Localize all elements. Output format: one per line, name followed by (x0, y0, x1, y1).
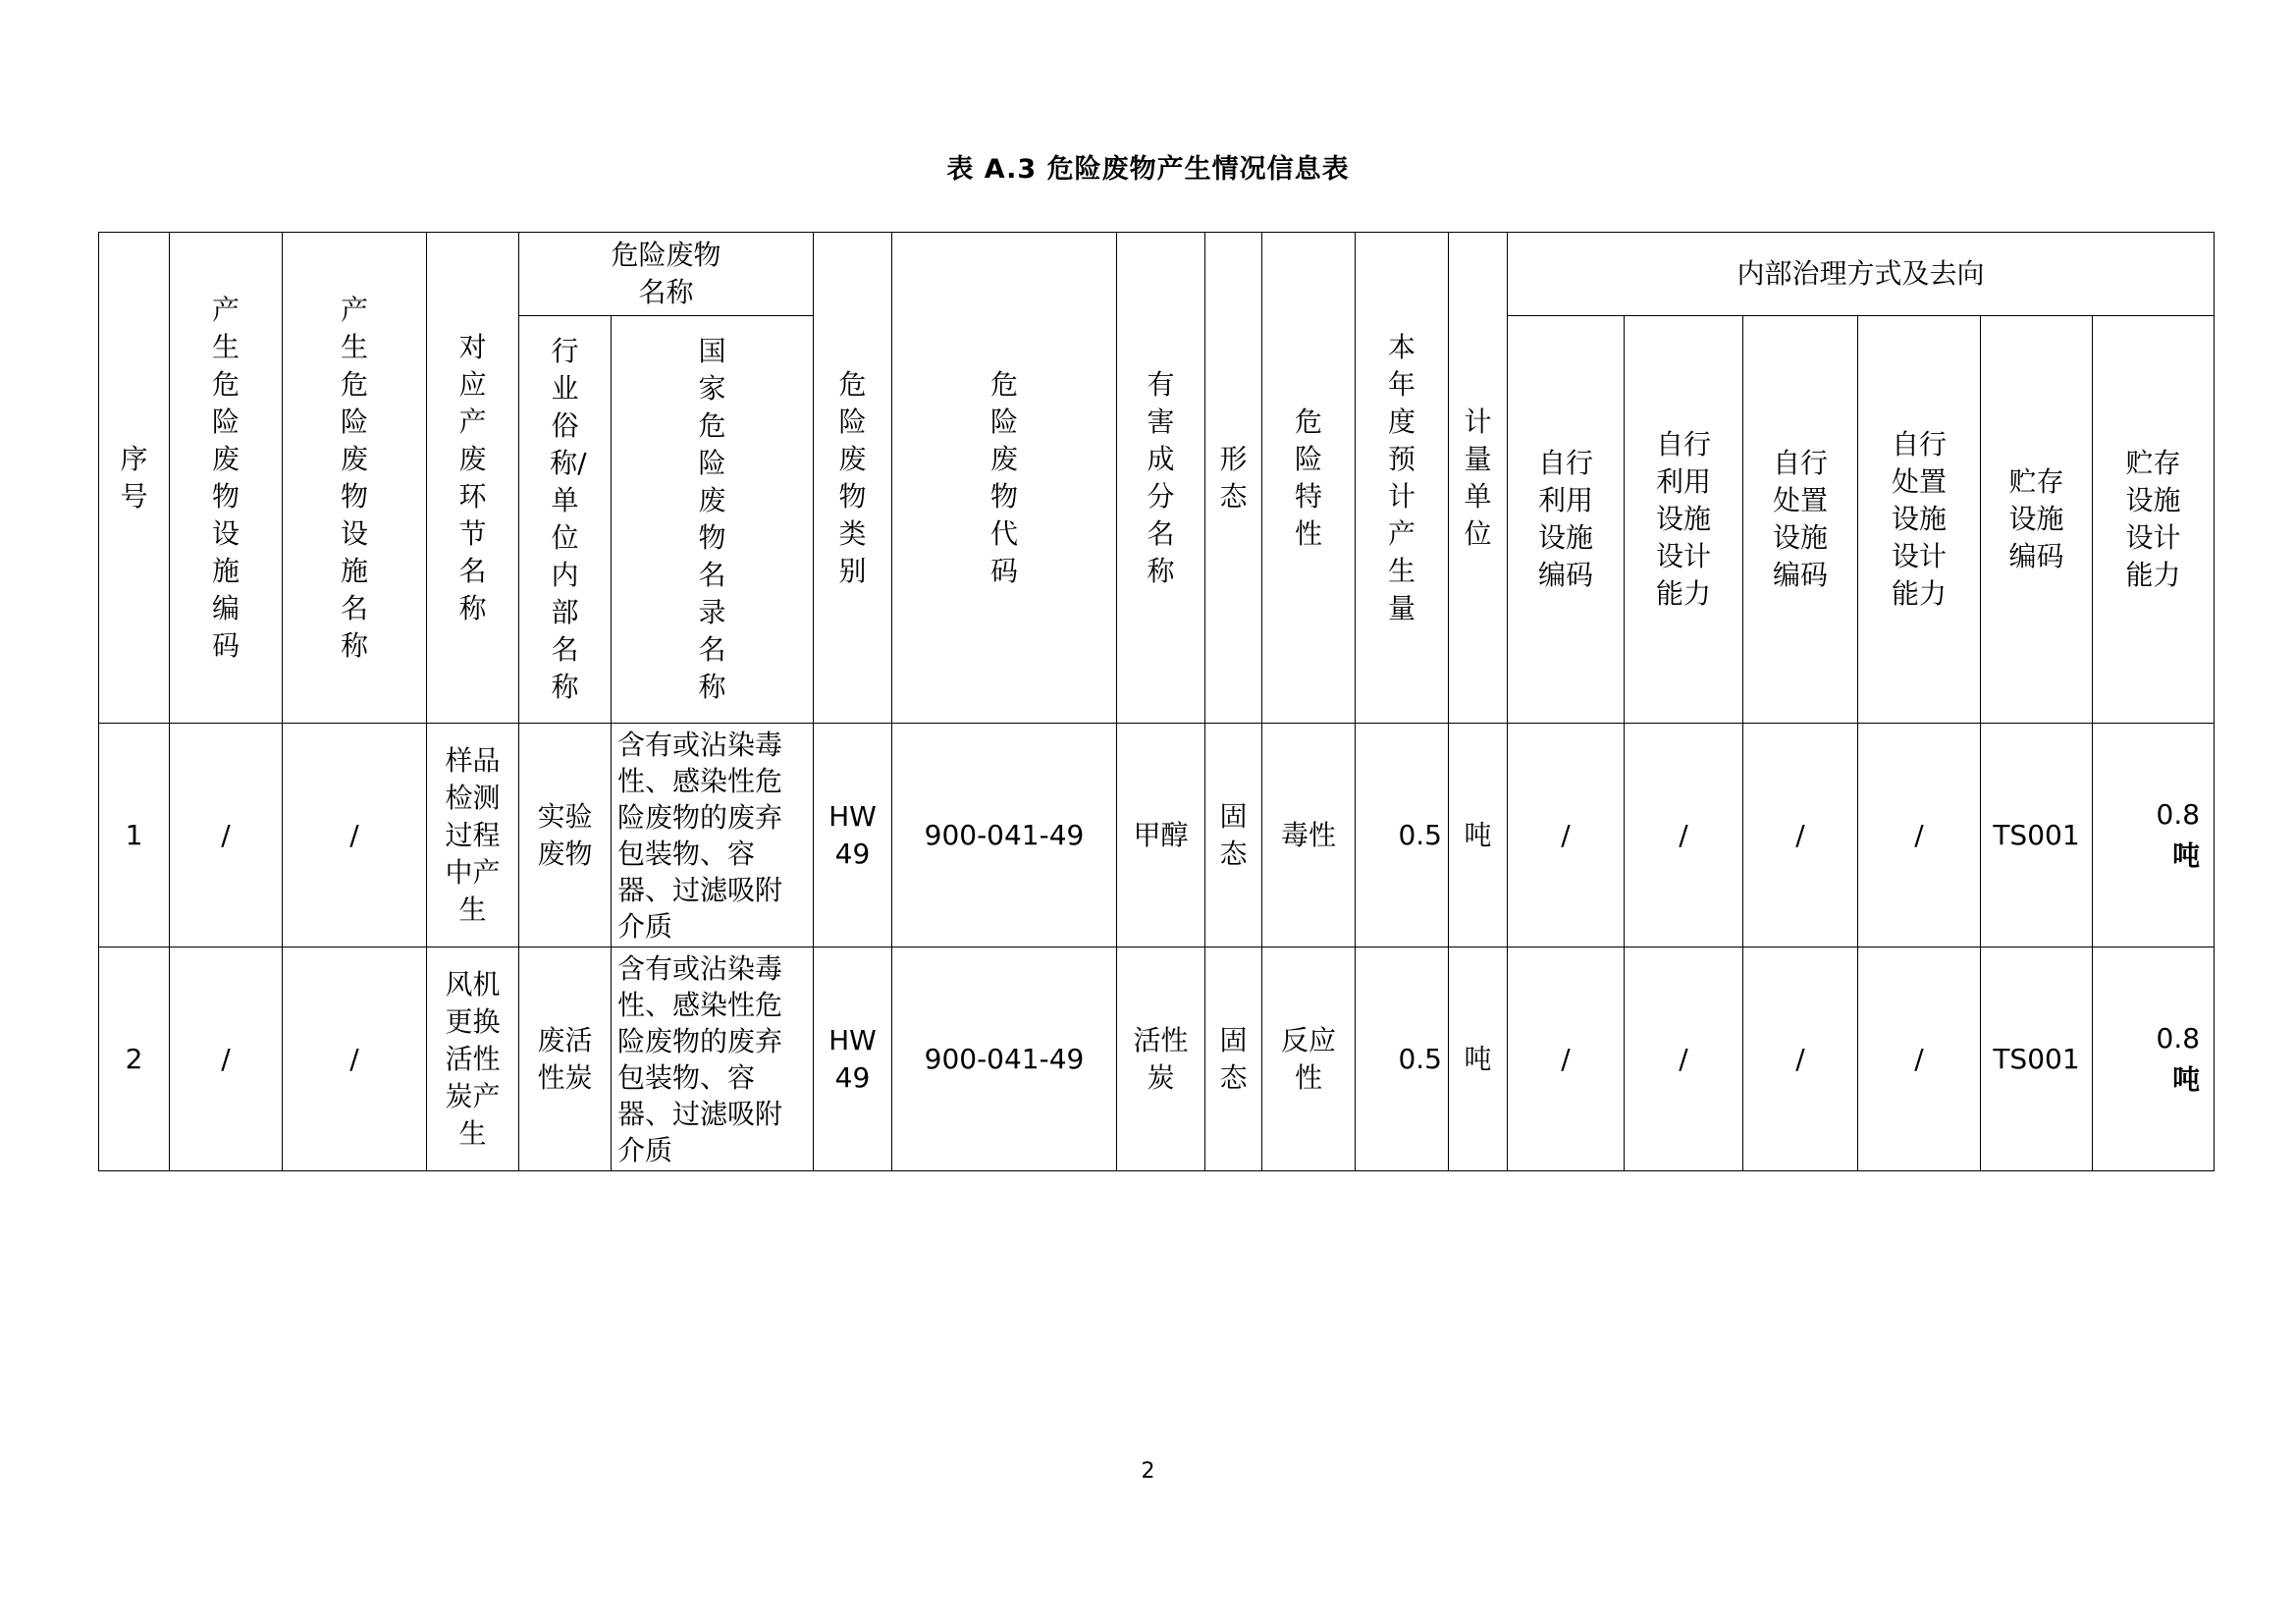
cell-code: 900-041-49 (892, 947, 1117, 1171)
cell-storage-cap (2093, 947, 2215, 1171)
header-stage: 对应产废环节名称 (427, 233, 519, 724)
cell-industry-name: 实验废物 (519, 724, 612, 947)
header-form: 形态 (1205, 233, 1262, 724)
cell-self-use-cap: / (1625, 947, 1743, 1171)
header-internal-group: 内部治理方式及去向 (1508, 233, 2215, 316)
cell-unit: 吨 (1449, 947, 1508, 1171)
header-facility-code: 产生危险废物设施编码 (170, 233, 283, 724)
cell-seq: 1 (99, 724, 170, 947)
cell-unit: 吨 (1449, 724, 1508, 947)
cell-form: 固态 (1205, 947, 1262, 1171)
header-waste-name-group: 危险废物名称 (519, 233, 814, 316)
cell-storage-code: TS001 (1981, 947, 2093, 1171)
header-industry-name: 行业俗称/单位内部名称 (519, 316, 612, 724)
page-number: 2 (1141, 1459, 1155, 1484)
header-storage-cap: 贮存设施设计能力 (2093, 316, 2215, 724)
storage-cap-unit: 吨 (2172, 839, 2201, 872)
header-hazard: 危险特性 (1262, 233, 1356, 724)
header-facility-name: 产生危险废物设施名称 (283, 233, 427, 724)
cell-hazard: 反应性 (1262, 947, 1356, 1171)
header-harmful: 有害成分名称 (1117, 233, 1205, 724)
cell-self-dispose-code: / (1743, 947, 1858, 1171)
cell-self-dispose-code: / (1743, 724, 1858, 947)
cell-national-name: 含有或沾染毒性、感染性危险废物的废弃包装物、容器、过滤吸附介质 (612, 724, 814, 947)
header-row-1 (99, 233, 2215, 316)
cell-form: 固态 (1205, 724, 1262, 947)
cell-facility-name: / (283, 724, 427, 947)
header-self-use-code: 自行利用设施编码 (1508, 316, 1625, 724)
cell-facility-code: / (170, 724, 283, 947)
cell-self-dispose-cap: / (1858, 724, 1981, 947)
storage-cap-unit: 吨 (2172, 1062, 2201, 1096)
cell-self-use-code: / (1508, 724, 1625, 947)
header-self-use-cap: 自行利用设施设计能力 (1625, 316, 1743, 724)
header-self-dispose-code: 自行处置设施编码 (1743, 316, 1858, 724)
header-national-name: 国家危险废物名录名称 (612, 316, 814, 724)
cell-code: 900-041-49 (892, 724, 1117, 947)
cell-category: HW49 (814, 947, 892, 1171)
cell-national-name: 含有或沾染毒性、感染性危险废物的废弃包装物、容器、过滤吸附介质 (612, 947, 814, 1171)
header-storage-code: 贮存设施编码 (1981, 316, 2093, 724)
storage-cap-value: 0.8 (2156, 1021, 2201, 1055)
cell-self-use-code: / (1508, 947, 1625, 1171)
storage-cap-value: 0.8 (2156, 797, 2201, 831)
table-title: 表 A.3 危险废物产生情况信息表 (946, 154, 1350, 185)
cell-industry-name: 废活性炭 (519, 947, 612, 1171)
cell-harmful: 甲醇 (1117, 724, 1205, 947)
header-code: 危险废物代码 (892, 233, 1117, 724)
table-row (99, 947, 2215, 1171)
cell-stage: 样品检测过程中产生 (427, 724, 519, 947)
hazardous-waste-table (98, 232, 2215, 1171)
header-annual: 本年度预计产生量 (1356, 233, 1449, 724)
cell-self-use-cap: / (1625, 724, 1743, 947)
cell-stage: 风机更换活性炭产生 (427, 947, 519, 1171)
header-unit: 计量单位 (1449, 233, 1508, 724)
table-row (99, 724, 2215, 947)
cell-hazard: 毒性 (1262, 724, 1356, 947)
cell-facility-code: / (170, 947, 283, 1171)
cell-annual: 0.5 (1356, 724, 1449, 947)
cell-storage-code: TS001 (1981, 724, 2093, 947)
cell-self-dispose-cap: / (1858, 947, 1981, 1171)
cell-harmful: 活性炭 (1117, 947, 1205, 1171)
cell-storage-cap (2093, 724, 2215, 947)
cell-facility-name: / (283, 947, 427, 1171)
cell-category: HW49 (814, 724, 892, 947)
header-seq: 序号 (99, 233, 170, 724)
cell-seq: 2 (99, 947, 170, 1171)
header-self-dispose-cap: 自行处置设施设计能力 (1858, 316, 1981, 724)
cell-annual: 0.5 (1356, 947, 1449, 1171)
header-category: 危险废物类别 (814, 233, 892, 724)
